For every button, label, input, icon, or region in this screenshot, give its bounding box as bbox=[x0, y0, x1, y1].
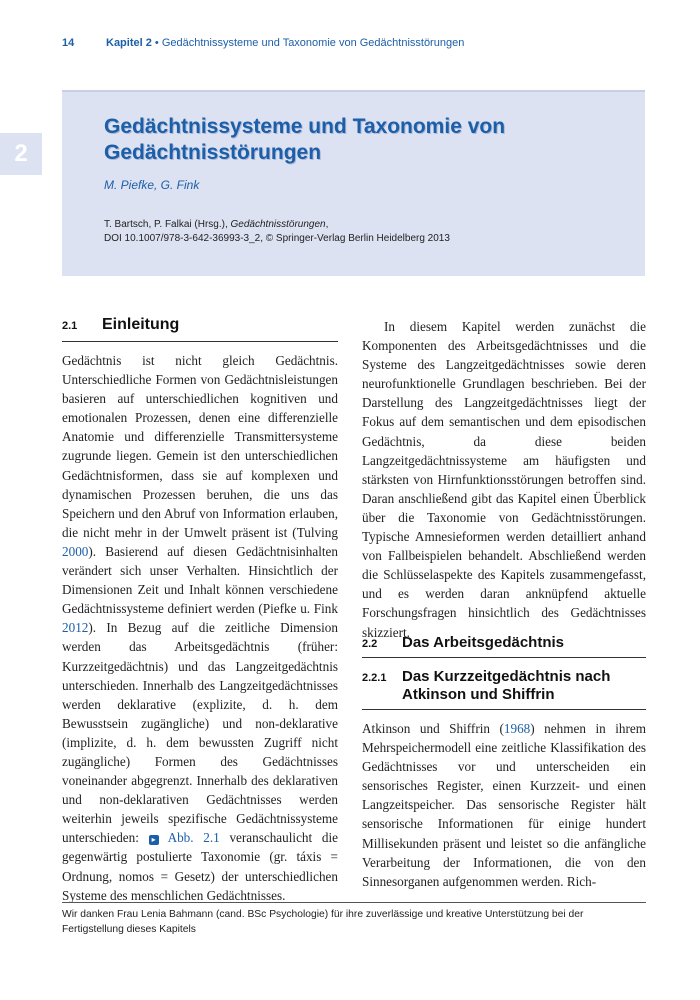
section-heading-2-1 bbox=[62, 314, 338, 342]
intro-paragraph bbox=[62, 351, 338, 905]
figure-ref-icon: ▸ bbox=[149, 835, 159, 845]
citation-line bbox=[104, 218, 624, 232]
citation-link-tulving[interactable]: 2000 bbox=[62, 543, 89, 559]
subsection-title: Das Kurzzeitgedächtnis nach Atkinson und Shiffrin bbox=[402, 668, 611, 703]
chapter-citation bbox=[104, 218, 624, 246]
intro-text-a: Gedächtnis ist nicht gleich Gedächtnis. Unterschiedliche Formen von Gedächtnisleistungen basieren auf unterschiedlichen kognitiven und emotionalen Prozessen, denen eine differenzielle Anatomie und differenzielle Transmittersysteme zugrunde liegen. Gemein ist den unterschiedlichen Gedächtnisformen, dass sie auf komplexen und dynamischen Prozessen beruhen, die uns das Speichern und den Abruf von Information erlauben, die nicht mehr in der Umwelt präsent ist (Tulving bbox=[62, 353, 338, 540]
subsection-number: 2.2.1 bbox=[362, 672, 387, 684]
running-head-separator: • bbox=[151, 37, 162, 49]
section-title: Das Arbeitsgedächtnis bbox=[402, 634, 564, 651]
section-number: 2.1 bbox=[62, 320, 78, 332]
section-heading-2-2 bbox=[362, 632, 646, 658]
citation-editors: T. Bartsch, P. Falkai (Hrsg.), bbox=[104, 219, 231, 230]
chapter-title: Gedächtnissysteme und Taxonomie von Gedächtnisstörungen bbox=[104, 115, 506, 164]
atkinson-text-a: Atkinson und Shiffrin ( bbox=[362, 721, 504, 736]
citation-comma: , bbox=[325, 219, 329, 230]
citation-doi: DOI 10.1007/978-3-642-36993-3_2, © Springer-Verlag Berlin Heidelberg 2013 bbox=[104, 233, 450, 244]
running-head-chapter-title: Gedächtnissysteme und Taxonomie von Gedächtnisstörungen bbox=[161, 37, 465, 49]
chapter-tab-number: 2 bbox=[14, 140, 28, 167]
chapter-authors: M. Piefke, G. Fink bbox=[104, 178, 200, 192]
running-head bbox=[62, 37, 464, 49]
footnote-rule bbox=[62, 902, 646, 903]
section-title: Einleitung bbox=[102, 316, 180, 333]
atkinson-shiffrin-paragraph bbox=[362, 719, 646, 891]
citation-link-piefke-fink[interactable]: 2012 bbox=[62, 620, 89, 636]
figure-reference-link[interactable]: Abb. 2.1 bbox=[167, 830, 220, 846]
chapter-thumb-tab bbox=[0, 133, 42, 175]
page-number: 14 bbox=[62, 37, 75, 49]
chapter-overview-paragraph: In diesem Kapitel werden zunächst die Komponenten des Arbeitsgedächtnisses und die Systeme des Langzeitgedächtnisses sowie deren neurofunktionelle Grundlagen beschrieben. Bei der Darstellung des Langzeitgedächtnisses liegt der Fokus auf dem semantischen und dem episodischen Gedächtnis, da diese beiden Langzeitgedächtnissysteme am häufigsten und stärksten von Hirnfunktionsstörungen betroffen sind. Daran anschließend gibt das Kapitel einen Überblick über die Taxonomie von Gedächtnisstörungen. Typische Amnesieformen werden detailliert anhand von Fallbeispielen behandelt. Abschließend werden die Schlüsselaspekte des Kapitels zusammengefasst, und es werden daran anknüpfend aktuelle Forschungsfragen hinsichtlich des Gedächtnisses skizziert. bbox=[362, 319, 646, 640]
section-number: 2.2 bbox=[362, 638, 378, 650]
footnote: Wir danken Frau Lenia Bahmann (cand. BSc Psychologie) für ihre zuverlässige und kreative Unterstützung bei der Fertigstellung dieses Kapitels bbox=[62, 909, 584, 935]
intro-text-b: ). Basierend auf diesen Gedächtnisinhalten verändert sich unser Verhalten. Hinsichtlich der Dimensionen Zeit und Inhalt können verschiedene Gedächtnissysteme definiert werden (Piefke u. Fink bbox=[62, 543, 338, 617]
running-head-chapter-label: Kapitel 2 bbox=[106, 37, 152, 49]
section-heading-2-2-1 bbox=[362, 668, 646, 710]
atkinson-text-b: ) nehmen in ihrem Mehrspeichermodell eine zeitliche Klassifikation des Gedächtnisses vor und unterscheiden ein sensorisches Register, einen Kurzzeit- und einen Langzeitspeicher. Das sensorische Register hält sensorische Informationen für einige hundert Millisekunden präsent und leistet so die anfängliche Verarbeitung der Informationen, die von den Sinnesorganen aufgenommen werden. Rich- bbox=[362, 721, 646, 889]
citation-link-atkinson-shiffrin[interactable]: 1968 bbox=[503, 721, 531, 736]
citation-book-title: Gedächtnisstörungen bbox=[230, 219, 326, 230]
intro-text-d: veranschaulicht die gegenwärtig postulierte Taxonomie (gr. táxis = Ordnung, nomos = Gesetz) der unterschiedlichen Systeme des menschlichen Gedächtnisses. bbox=[62, 830, 338, 903]
intro-text-c: ). In Bezug auf die zeitliche Dimension werden das Arbeitsgedächtnis (früher: Kurzzeitgedächtnis) und das Langzeitgedächtnis unterschieden. Innerhalb des Langzeitgedächtnisses werden deklarative (explizite, d. h. dem Bewusstsein zugängliche) und non-deklarative (implizite, d. h. dem bewussten Zugriff nicht zugängliche) Formen des Gedächtnisses voneinander abgegrenzt. Innerhalb des deklarativen und non-deklarativen Gedächtnisses werden weiterhin jeweils spezifische Gedächtnissysteme unterschieden: bbox=[62, 620, 338, 846]
